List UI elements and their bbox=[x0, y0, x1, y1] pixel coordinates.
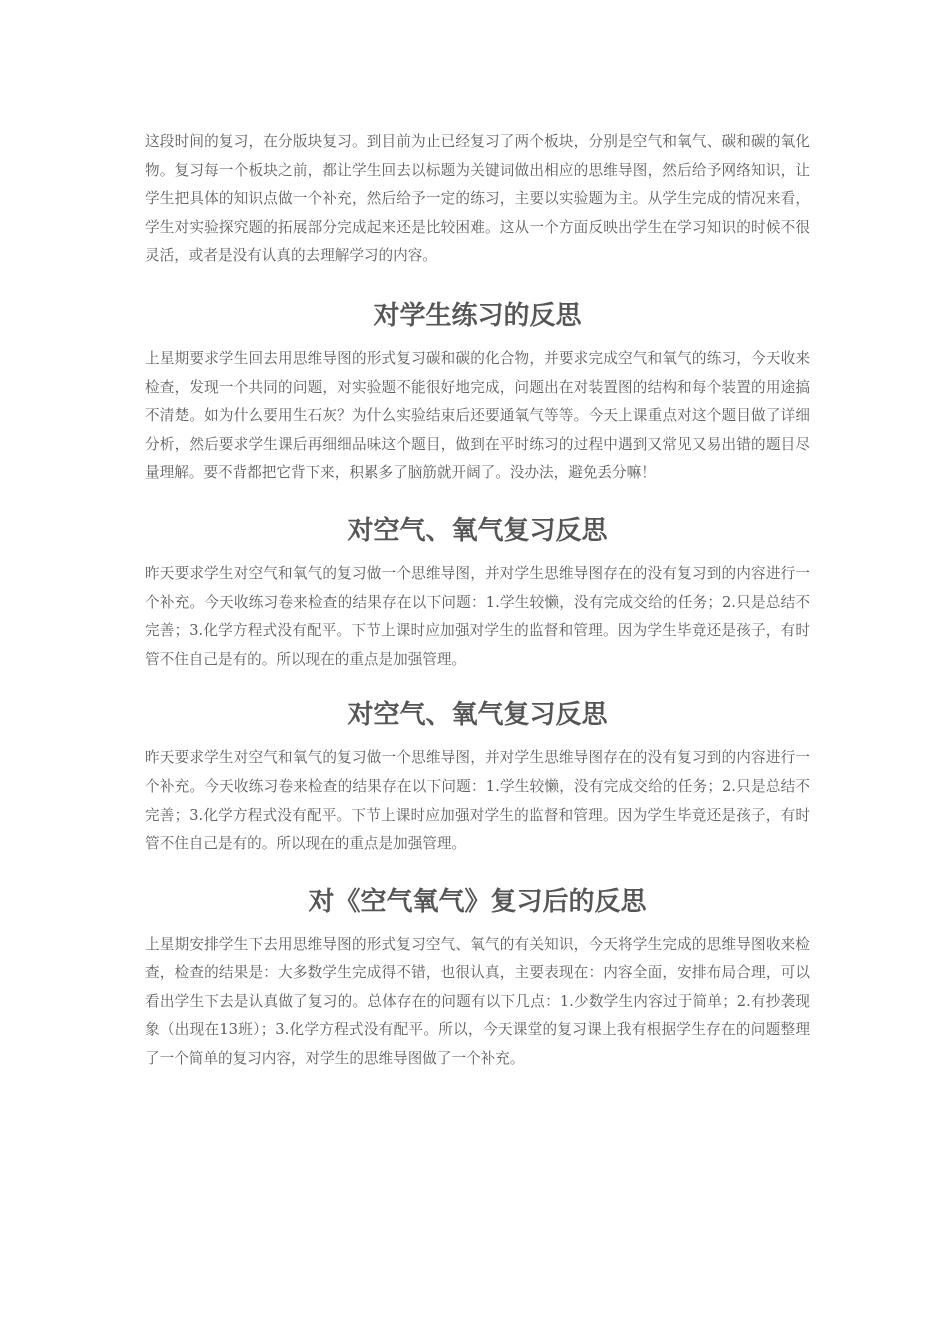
section-heading-air-oxygen-review-repeat: 对空气、氧气复习反思 bbox=[347, 700, 608, 731]
section-paragraph-after-review: 上星期安排学生下去用思维导图的形式复习空气、氧气的有关知识，今天将学生完成的思维导图收来检查，检查的结果是：大多数学生完成得不错，也很认真，主要表现在：内容全面，安排布局合理，可以看出学生下去是认真做了复习的。总体存在的问题有以下几点：1.少数学生内容过于简单；2.有抄袭现象（出现在13班）；3.化学方程式没有配平。所以，今天课堂的复习课上我有根据学生存在的问题整理了一个简单的复习内容，对学生的思维导图做了一个补充。 bbox=[145, 935, 810, 1068]
section-heading-after-review: 对《空气氧气》复习后的反思 bbox=[308, 886, 647, 917]
document-page bbox=[145, 128, 810, 1074]
section-paragraph-air-oxygen-review: 昨天要求学生对空气和氧气的复习做一个思维导图，并对学生思维导图存在的没有复习到的内容进行一个补充。今天收练习卷来检查的结果存在以下问题：1.学生较懒，没有完成交给的任务；2.只是总结不完善；3.化学方程式没有配平。下节上课时应加强对学生的监督和管理。因为学生毕竟还是孩子，有时管不住自己是有的。所以现在的重点是加强管理。 bbox=[145, 564, 810, 668]
intro-paragraph: 这段时间的复习，在分版块复习。到目前为止已经复习了两个板块，分别是空气和氧气、碳和碳的氧化物。复习每一个板块之前，都让学生回去以标题为关键词做出相应的思维导图，然后给予网络知识，让学生把具体的知识点做一个补充，然后给予一定的练习，主要以实验题为主。从学生完成的情况来看，学生对实验探究题的拓展部分完成起来还是比较困难。这从一个方面反映出学生在学习知识的时候不很灵活，或者是没有认真的去理解学习的内容。 bbox=[145, 133, 810, 265]
section-paragraph-student-practice: 上星期要求学生回去用思维导图的形式复习碳和碳的化合物，并要求完成空气和氧气的练习，今天收来检查，发现一个共同的问题，对实验题不能很好地完成，问题出在对装置图的结构和每个装置的用途搞不清楚。如为什么要用生石灰？为什么实验结束后还要通氧气等等。今天上课重点对这个题目做了详细分析，然后要求学生课后再细细品味这个题目，做到在平时练习的过程中遇到又常见又易出错的题目尽量理解。要不背都把它背下来，积累多了脑筋就开阔了。没办法，避免丢分嘛！ bbox=[145, 349, 810, 482]
section-paragraph-air-oxygen-review-repeat: 昨天要求学生对空气和氧气的复习做一个思维导图，并对学生思维导图存在的没有复习到的内容进行一个补充。今天收练习卷来检查的结果存在以下问题：1.学生较懒，没有完成交给的任务；2.只是总结不完善；3.化学方程式没有配平。下节上课时应加强对学生的监督和管理。因为学生毕竟还是孩子，有时管不住自己是有的。所以现在的重点是加强管理。 bbox=[145, 749, 810, 853]
section-heading-air-oxygen-review: 对空气、氧气复习反思 bbox=[347, 515, 608, 546]
section-heading-student-practice: 对学生练习的反思 bbox=[373, 300, 582, 331]
